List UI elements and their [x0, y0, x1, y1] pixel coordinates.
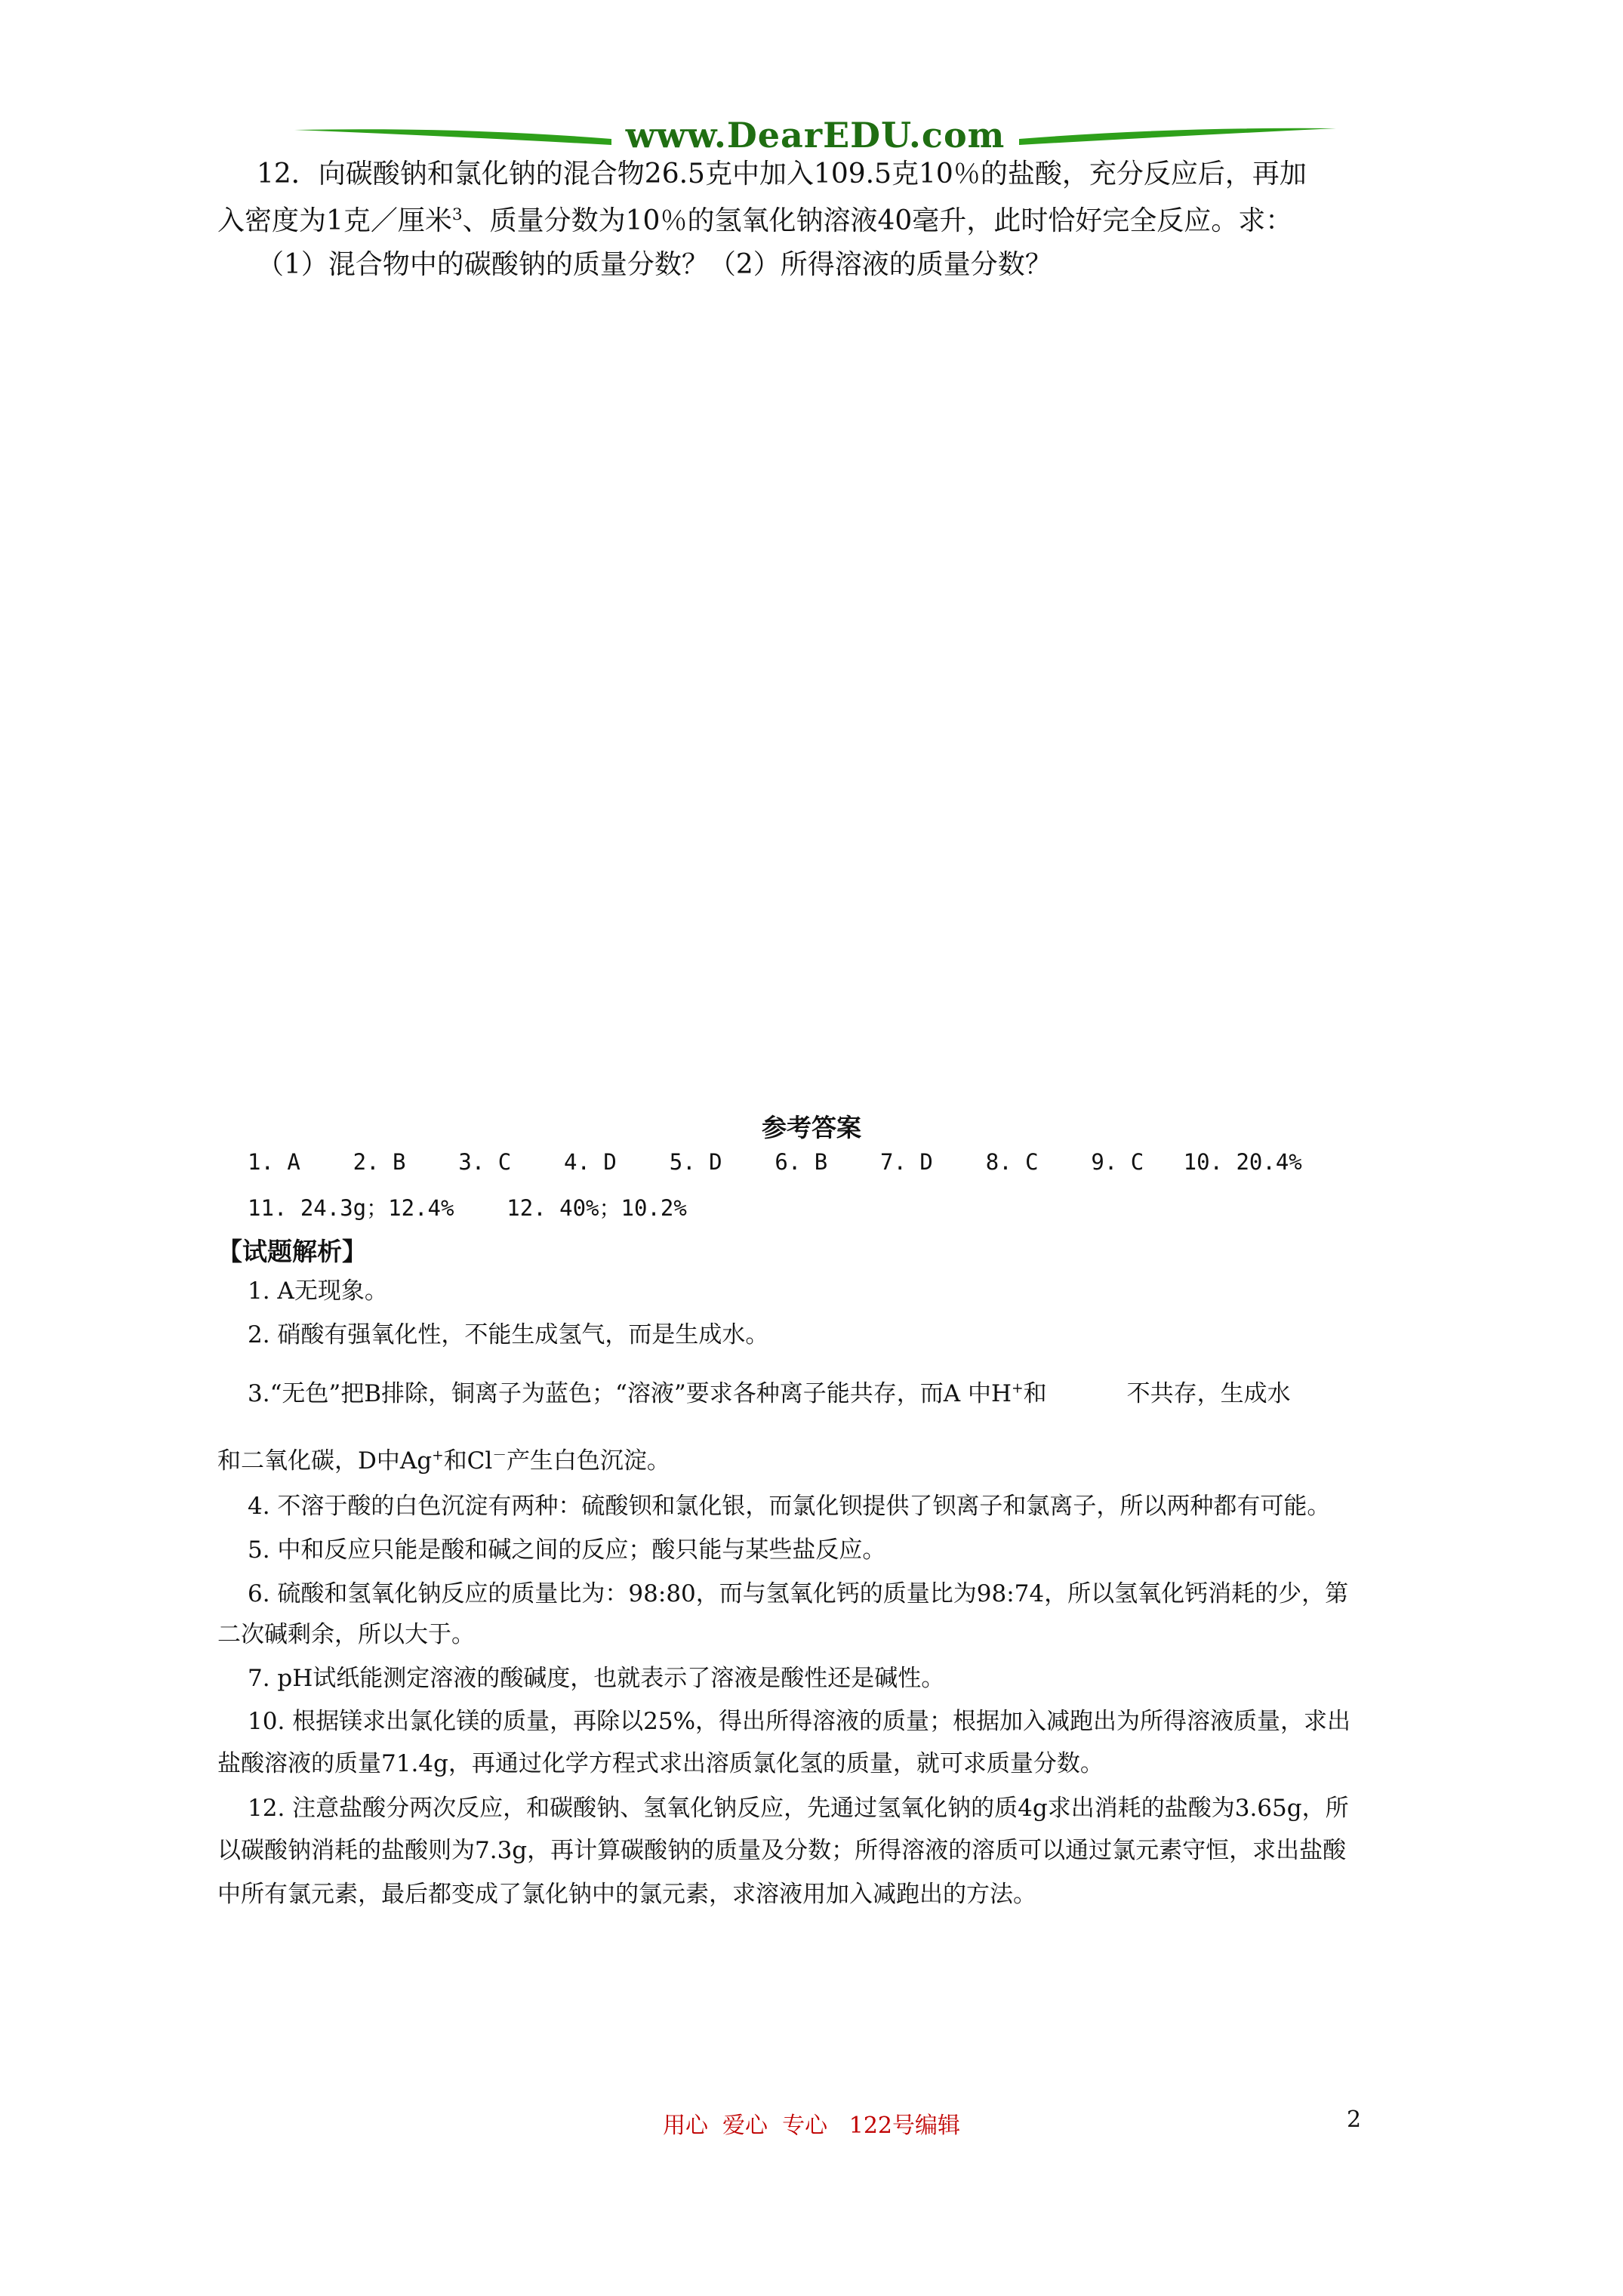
explanation-10-line-1: 10. 根据镁求出氯化镁的质量，再除以25%，得出所得溶液的质量；根据加入减跑出为所得溶液质量，求出	[248, 1708, 1351, 1735]
explanation-1: 1. A无现象。	[248, 1277, 388, 1305]
explanation-12-line-3: 中所有氯元素，最后都变成了氯化钠中的氯元素，求溶液用加入减跑出的方法。	[217, 1881, 1036, 1908]
explanation-4: 4. 不溶于酸的白色沉淀有两种：硫酸钡和氯化银，而氯化钡提供了钡离子和氯离子，所以两种都有可能。	[248, 1493, 1331, 1520]
page-number: 2	[1347, 2106, 1362, 2133]
footer-text: 用心 爱心 专心 122号编辑	[662, 2113, 960, 2139]
question-line-1: 12．向碳酸钠和氯化钠的混合物26.5克中加入109.5克10％的盐酸，充分反应后，再加	[257, 159, 1307, 190]
explanation-12-line-1: 12. 注意盐酸分两次反应，和碳酸钠、氢氧化钠反应，先通过氢氧化钠的质4g求出消耗的盐酸为3.65g，所	[248, 1795, 1349, 1822]
explanation-5: 5. 中和反应只能是酸和碱之间的反应；酸只能与某些盐反应。	[248, 1536, 886, 1564]
answers-row-2: 11. 24.3g；12.4% 12. 40%；10.2%	[248, 1195, 687, 1221]
explanation-3-line-2: 和二氧化碳，D中Ag+和Cl－产生白色沉淀。	[217, 1447, 670, 1475]
explanation-12-line-2: 以碳酸钠消耗的盐酸则为7.3g，再计算碳酸钠的质量及分数；所得溶液的溶质可以通过氯元素守恒，求出盐酸	[217, 1837, 1347, 1864]
explanation-7: 7. pH试纸能测定溶液的酸碱度，也就表示了溶液是酸性还是碱性。	[248, 1665, 945, 1692]
analysis-title: 【试题解析】	[217, 1237, 367, 1266]
explanation-10-line-2: 盐酸溶液的质量71.4g，再通过化学方程式求出溶质氯化氢的质量，就可求质量分数。	[217, 1750, 1104, 1777]
explanation-3-line-1: 3.“无色”把B排除，铜离子为蓝色；“溶液”要求各种离子能共存，而A 中H+和 不共存，生成水	[248, 1380, 1291, 1407]
explanation-6-line-2: 二次碱剩余，所以大于。	[217, 1621, 475, 1648]
answers-title: 参考答案	[762, 1113, 861, 1142]
explanation-6-line-1: 6. 硫酸和氢氧化钠反应的质量比为：98:80，而与氢氧化钙的质量比为98:74，所以氢氧化钙消耗的少，第	[248, 1580, 1349, 1607]
logo-text: www.DearEDU.com	[625, 115, 1006, 156]
explanation-2: 2. 硝酸有强氧化性，不能生成氢气，而是生成水。	[248, 1321, 769, 1348]
answers-row-1: 1. A 2. B 3. C 4. D 5. D 6. B 7. D 8. C 9. C 10. 20.4%	[248, 1149, 1302, 1175]
question-line-3: （1）混合物中的碳酸钠的质量分数？（2）所得溶液的质量分数？	[257, 249, 1052, 280]
question-line-2: 入密度为1克／厘米$^3$、质量分数为10％的氢氧化钠溶液40毫升，此时恰好完全反应。求：	[217, 205, 1293, 236]
